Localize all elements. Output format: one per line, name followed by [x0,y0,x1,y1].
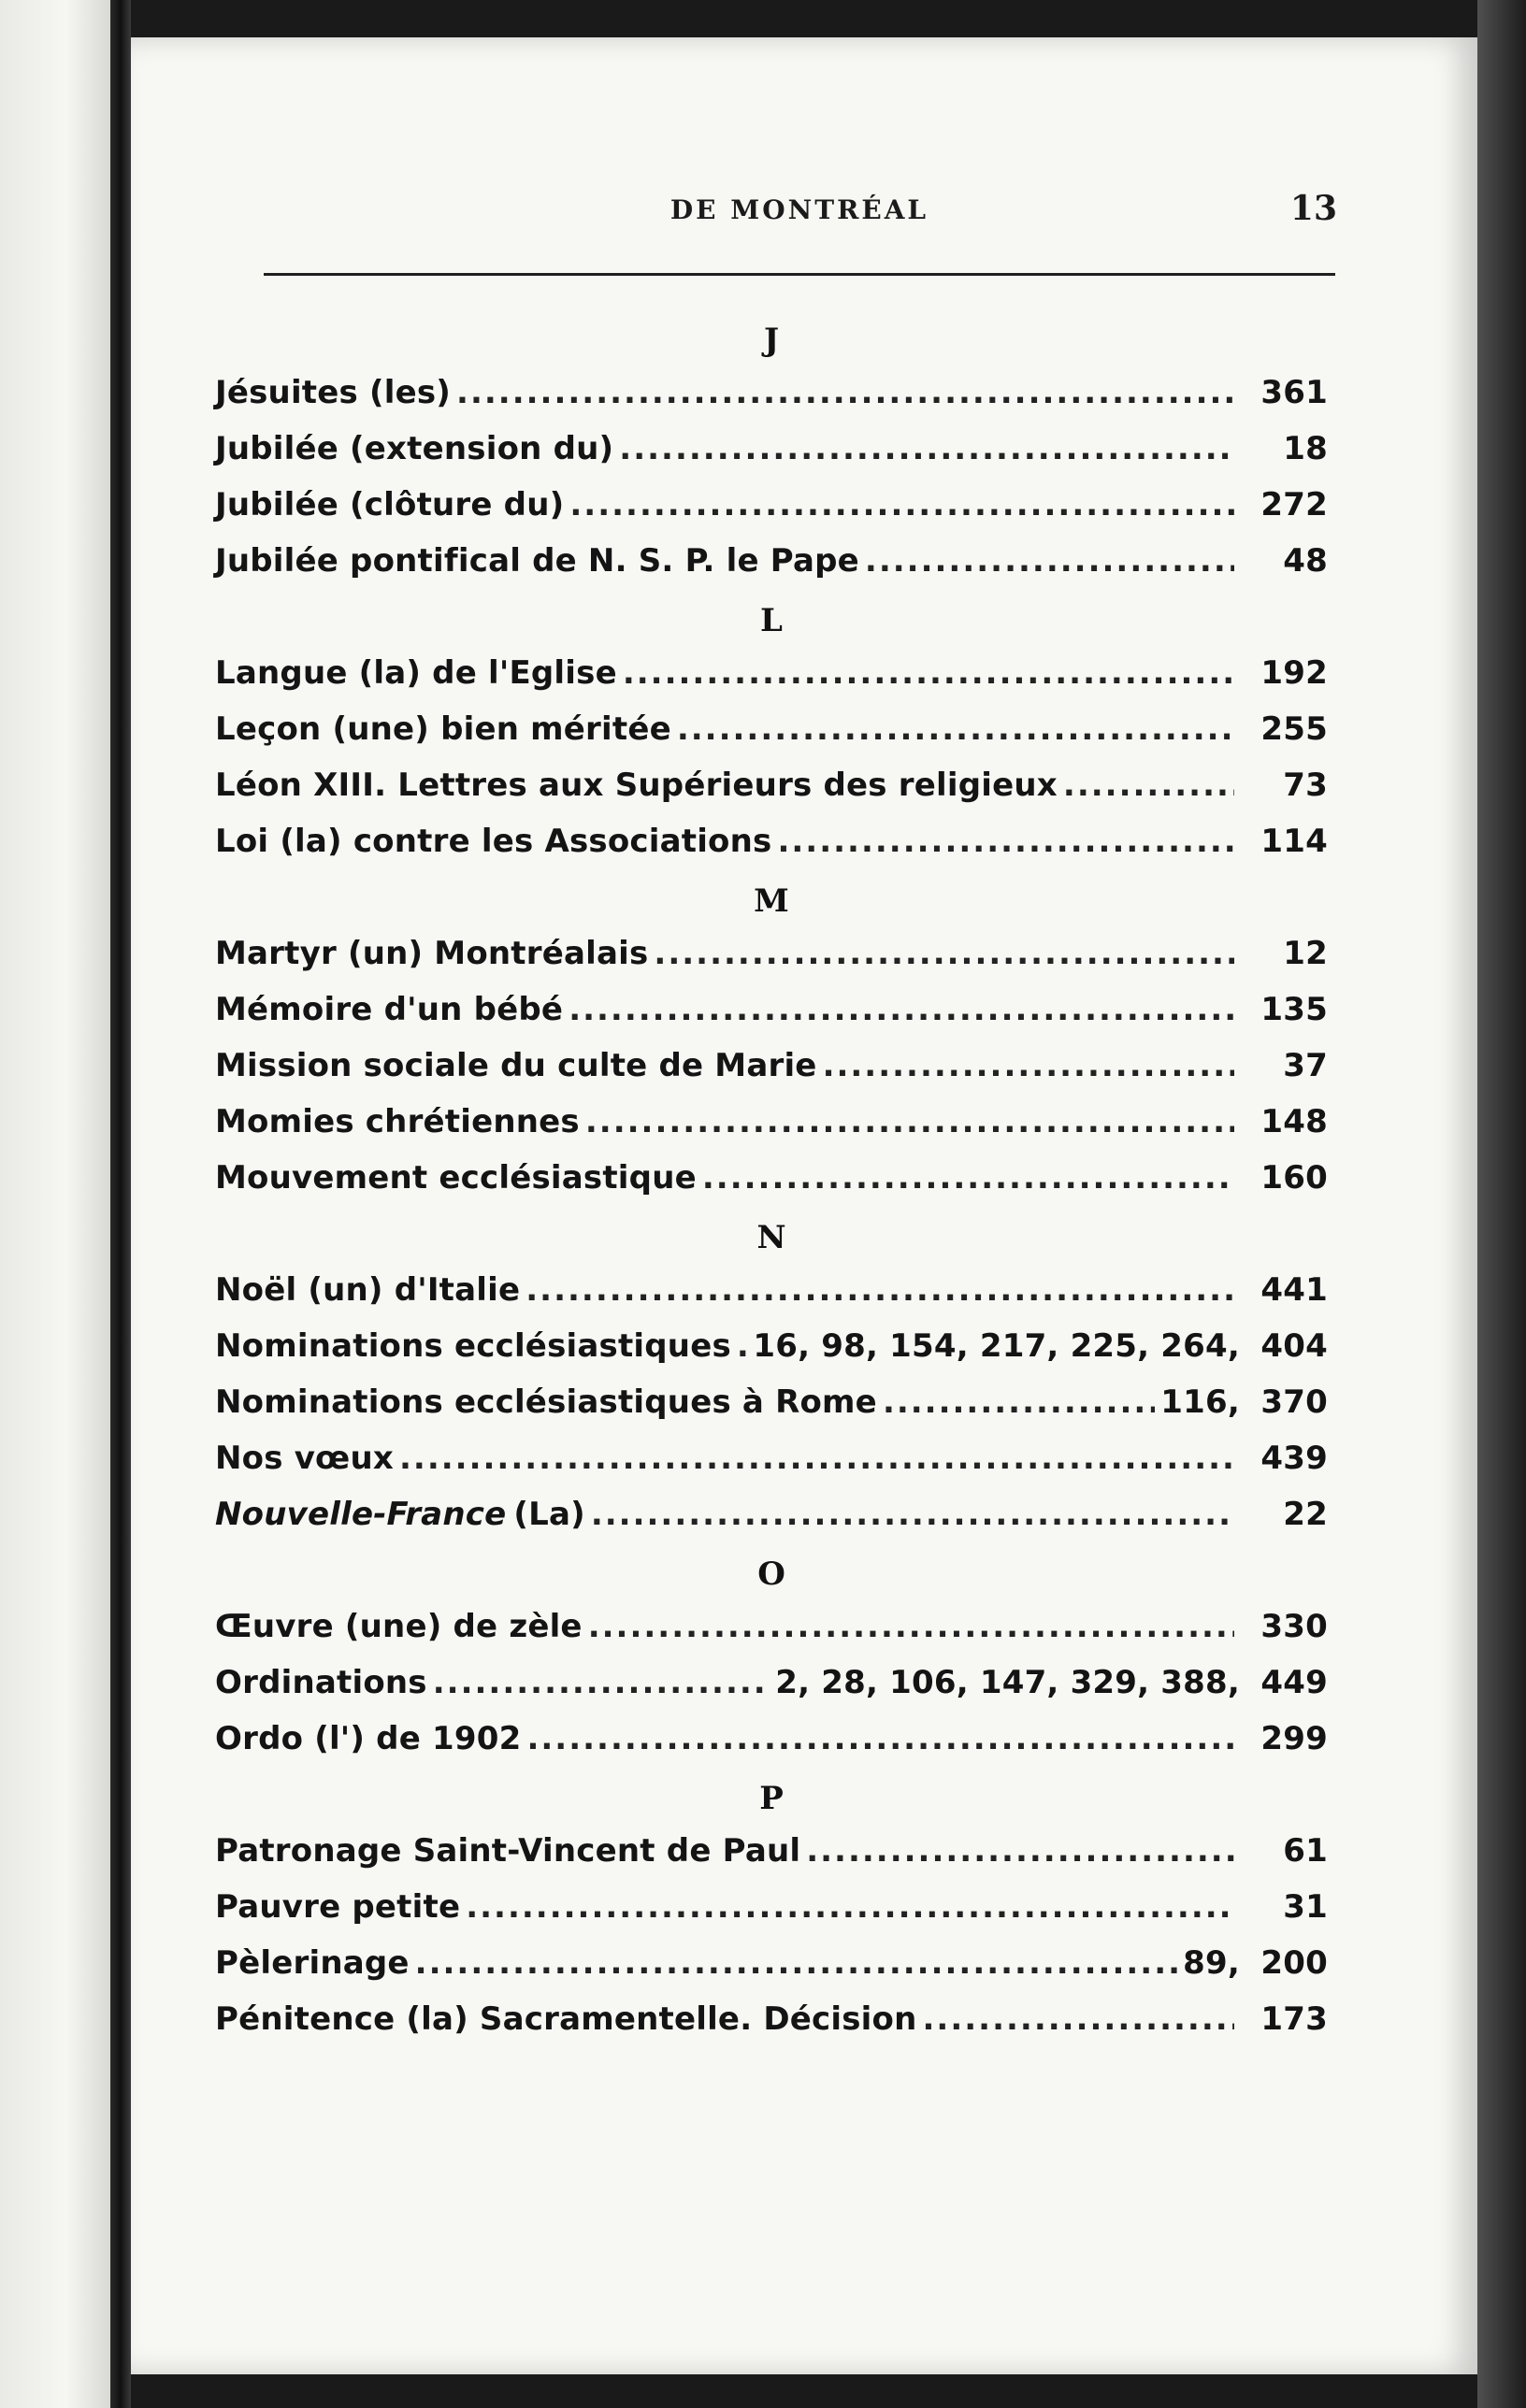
entry-title: Patronage Saint-Vincent de Paul [215,1832,801,1870]
dot-leader [591,1486,1234,1542]
index-entry [215,925,1328,982]
entry-page-number: 361 [1260,374,1328,411]
entry-page-number: 160 [1260,1159,1328,1197]
entry-page-number: 18 [1283,430,1328,467]
entry-title: Mémoire d'un bébé [215,991,564,1028]
entry-title: Nominations ecclésiastiques [215,1327,731,1365]
index-entry [215,1486,1328,1542]
index-entry [215,1823,1328,1879]
entry-page-number: 37 [1283,1047,1328,1084]
dot-leader [619,421,1234,477]
entry-page-number: 173 [1260,2000,1328,2038]
index-entry [215,1655,1328,1711]
entry-title: Mission sociale du culte de Marie [215,1047,817,1084]
dot-leader [777,813,1234,869]
index-entry [215,1598,1328,1655]
entry-title: Ordo (l') de 1902 [215,1720,522,1757]
entry-page-number: 255 [1260,710,1328,748]
entry-page-number: 441 [1260,1271,1328,1309]
index-entry [215,701,1328,757]
section-letter: J [763,322,780,359]
entry-page-number: 299 [1260,1720,1328,1757]
index-entry [215,1991,1328,2047]
entry-page-number: 12 [1283,935,1328,972]
dot-leader [415,1935,1177,1991]
entry-title: Momies chrétiennes [215,1103,580,1140]
dot-leader [883,1374,1155,1430]
dot-leader [526,1711,1234,1767]
entry-page-number: 370 [1260,1383,1328,1421]
index-entry [215,1430,1328,1486]
entry-page-number: 192 [1260,654,1328,692]
entry-title: Langue (la) de l'Eglise [215,654,617,692]
entry-title-suffix: (La) [513,1496,585,1533]
index-entry [215,365,1328,421]
entry-title: Pénitence (la) Sacramentelle. Décision [215,2000,917,2038]
entry-title: Léon XIII. Lettres aux Supérieurs des religieux [215,767,1058,804]
entry-title: Jubilée (clôture du) [215,486,565,523]
entry-title: Loi (la) contre les Associations [215,823,772,860]
dot-leader [737,1318,748,1374]
dot-leader [569,477,1234,533]
dot-leader [823,1038,1234,1094]
index-entry [215,1262,1328,1318]
entry-page-number: 22 [1283,1496,1328,1533]
entry-title: Jésuites (les) [215,374,452,411]
dot-leader [588,1598,1234,1655]
entry-page-number: 148 [1260,1103,1328,1140]
entry-title: Nouvelle-France [215,1496,507,1533]
index-entry [215,1711,1328,1767]
dot-leader [923,1991,1235,2047]
index-entry [215,533,1328,589]
entry-page-number: 200 [1260,1944,1328,1982]
entry-page-number: 61 [1283,1832,1328,1870]
entry-page-number: 330 [1260,1608,1328,1645]
entry-page-number: 404 [1260,1327,1328,1365]
dot-leader [702,1150,1234,1206]
index-entry [215,982,1328,1038]
dot-leader [456,365,1234,421]
index-entry [215,1935,1328,1991]
entry-page-number: 73 [1283,767,1328,804]
entry-title: Œuvre (une) de zèle [215,1608,583,1645]
entry-references: 2, 28, 106, 147, 329, 388, [775,1664,1240,1701]
header-rule [264,273,1335,276]
dot-leader [585,1094,1234,1150]
index-list [215,308,1328,2047]
section-letter: M [754,882,789,920]
index-entry [215,1318,1328,1374]
entry-page-number: 114 [1260,823,1328,860]
entry-references: 116, [1160,1383,1240,1421]
entry-page-number: 48 [1283,542,1328,580]
entry-page-number: 439 [1260,1440,1328,1477]
dot-leader [433,1655,770,1711]
running-title: DE MONTRÉAL [669,194,929,225]
entry-page-number: 31 [1283,1888,1328,1926]
entry-references: 16, 98, 154, 217, 225, 264, [753,1327,1240,1365]
dot-leader [1063,757,1234,813]
entry-title: Nominations ecclésiastiques à Rome [215,1383,877,1421]
index-entry [215,813,1328,869]
index-entry [215,1094,1328,1150]
index-entry [215,757,1328,813]
section-letter: N [756,1219,786,1256]
index-entry [215,477,1328,533]
index-entry [215,1038,1328,1094]
entry-title: Jubilée pontifical de N. S. P. le Pape [215,542,859,580]
entry-title: Leçon (une) bien méritée [215,710,671,748]
entry-title: Jubilée (extension du) [215,430,614,467]
entry-page-number: 449 [1260,1664,1328,1701]
facing-page-edge [0,0,110,2408]
index-entry [215,1374,1328,1430]
dot-leader [677,701,1234,757]
index-entry [215,645,1328,701]
dot-leader [865,533,1234,589]
entry-title: Pèlerinage [215,1944,410,1982]
dot-leader [654,925,1234,982]
page-header [262,187,1337,243]
dot-leader [569,982,1234,1038]
section-letter: P [759,1780,784,1817]
dot-leader [806,1823,1234,1879]
entry-title: Nos vœux [215,1440,394,1477]
book-gutter [110,0,131,2408]
entry-title: Noël (un) d'Italie [215,1271,521,1309]
index-entry [215,421,1328,477]
entry-title: Mouvement ecclésiastique [215,1159,697,1197]
section-letter: L [760,602,783,639]
entry-page-number: 272 [1260,486,1328,523]
entry-page-number: 135 [1260,991,1328,1028]
page-stack-edge [1477,0,1526,2408]
entry-title: Ordinations [215,1664,427,1701]
index-entry [215,1879,1328,1935]
dot-leader [466,1879,1234,1935]
dot-leader [525,1262,1234,1318]
dot-leader [623,645,1234,701]
section-letter: O [757,1555,785,1593]
entry-title: Pauvre petite [215,1888,461,1926]
dot-leader [399,1430,1234,1486]
page-number: 13 [1289,189,1337,228]
index-entry [215,1150,1328,1206]
entry-references: 89, [1183,1944,1240,1982]
entry-title: Martyr (un) Montréalais [215,935,649,972]
